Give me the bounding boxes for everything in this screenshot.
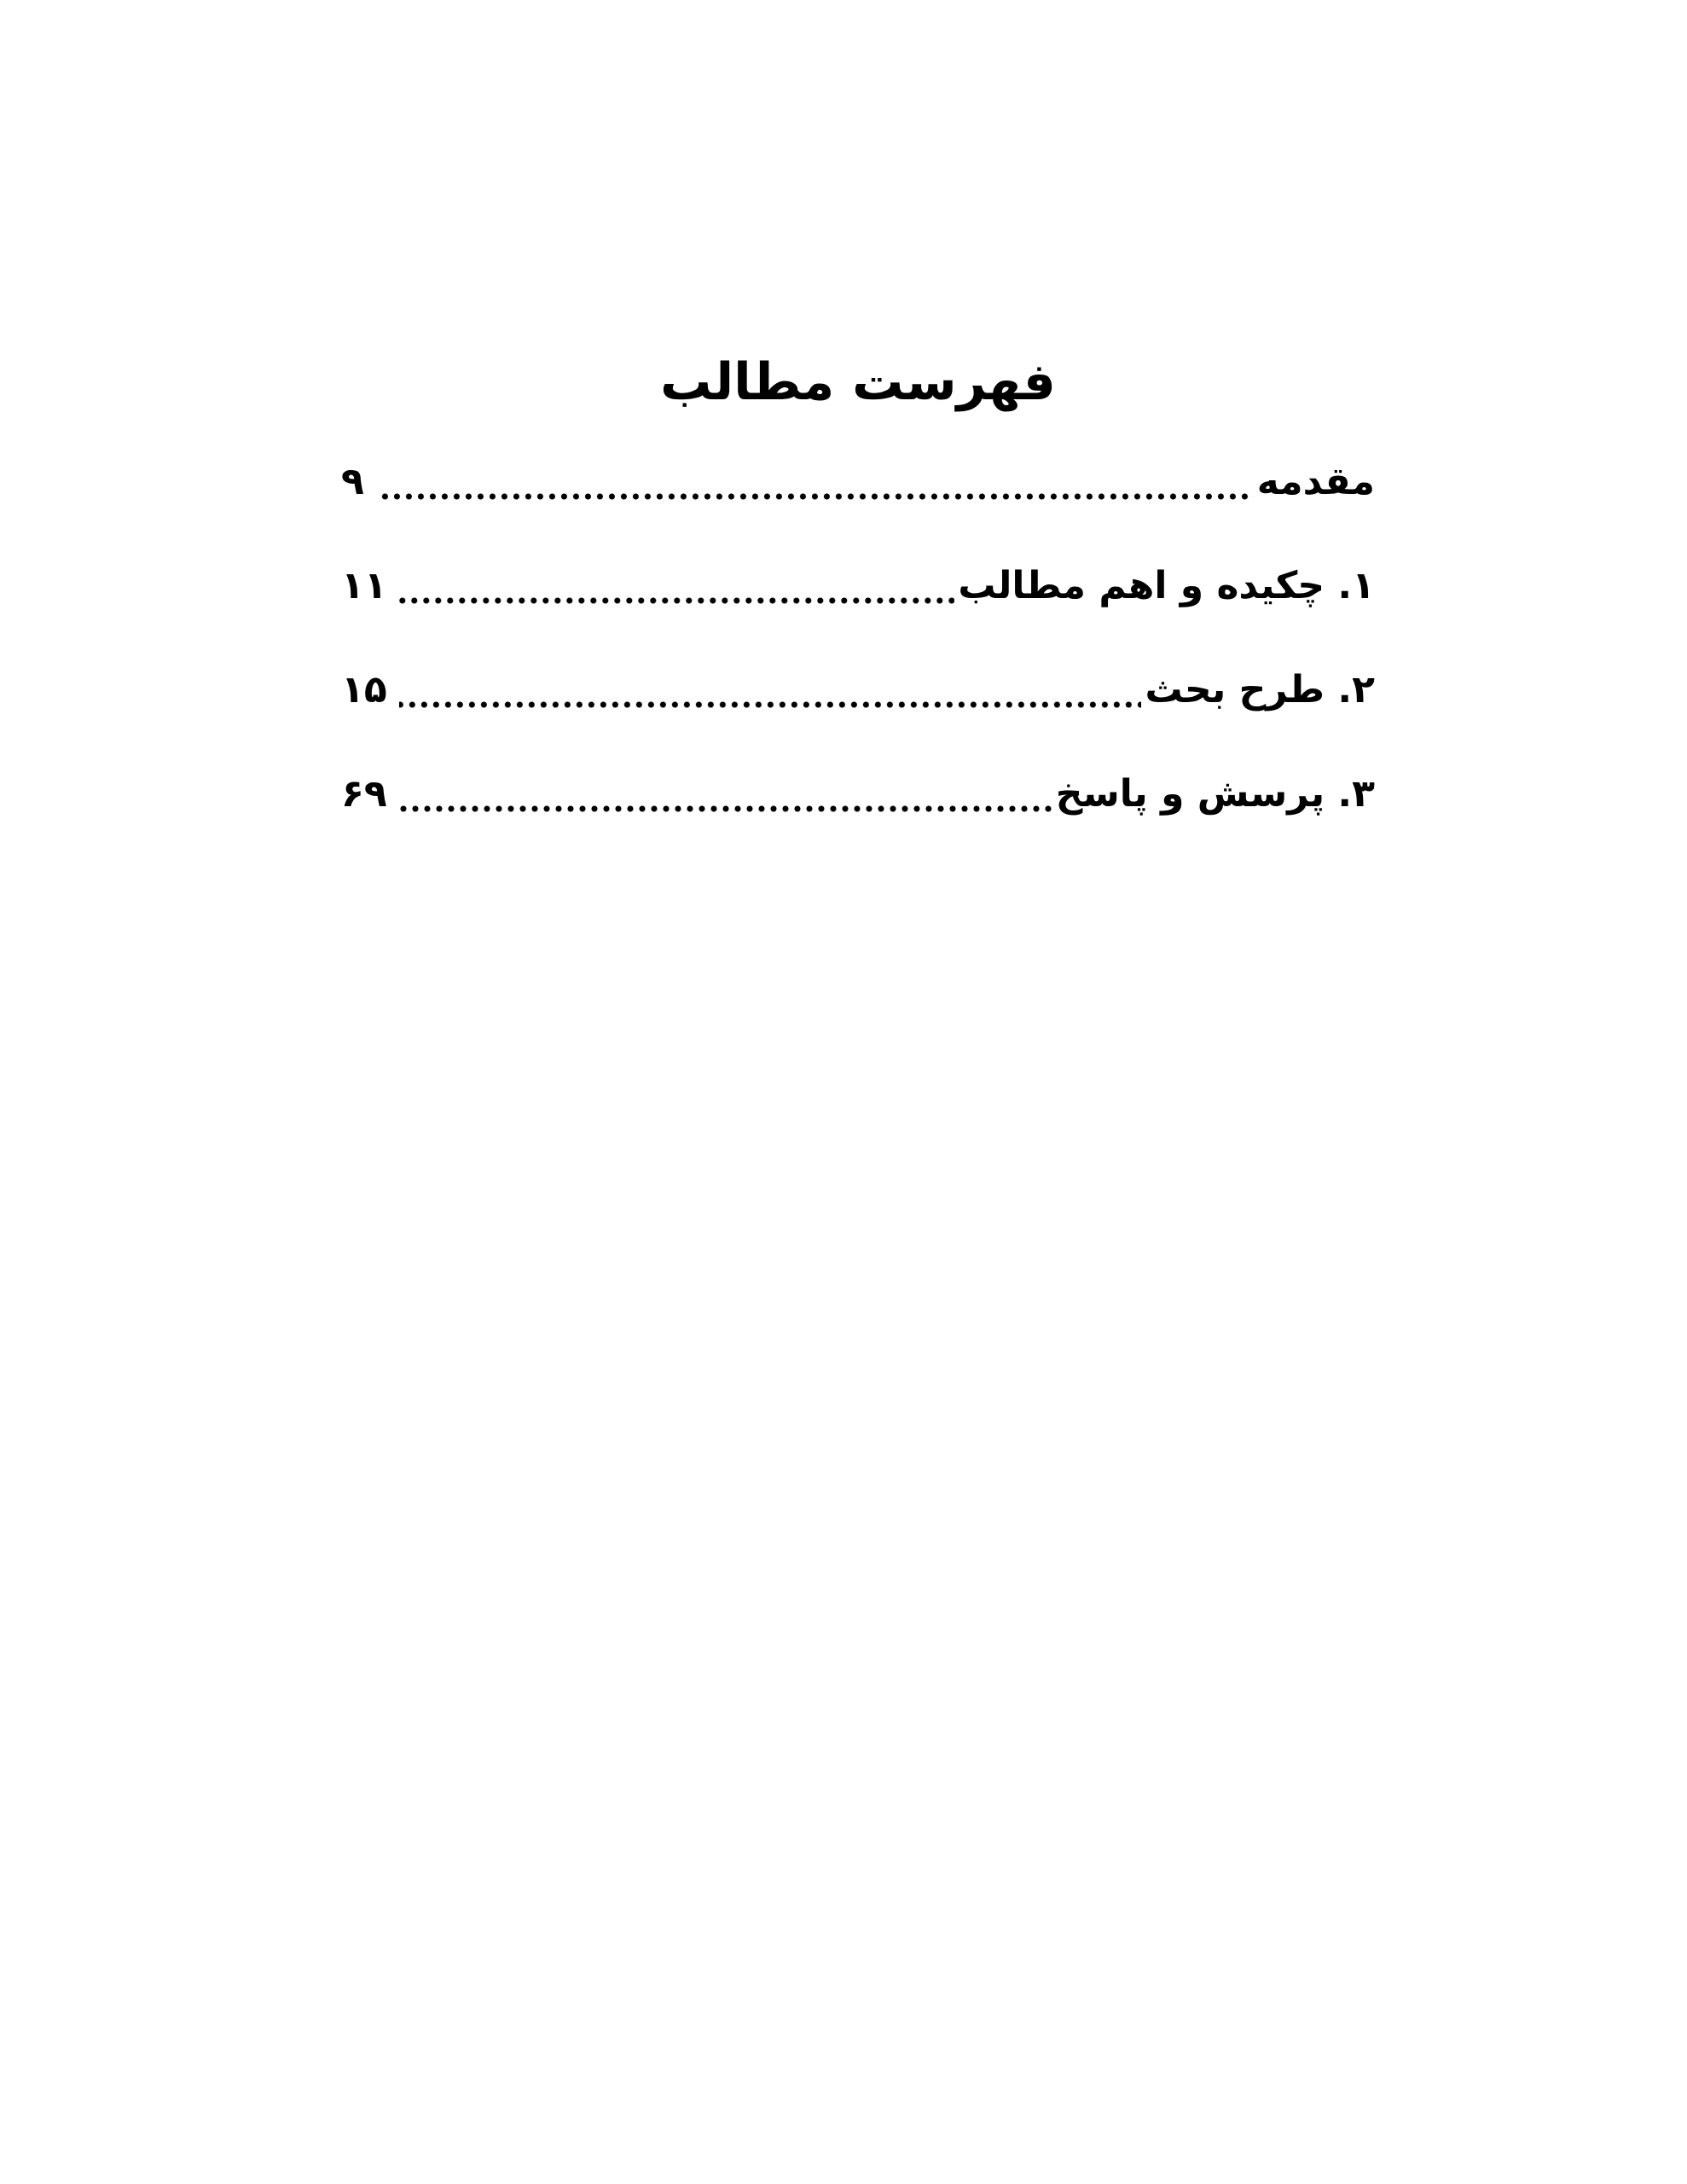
toc-entry-row	[341, 663, 1375, 717]
table-of-contents	[341, 354, 1375, 822]
dot-leader	[399, 804, 1052, 814]
toc-entry-row	[341, 455, 1375, 509]
toc-list	[341, 455, 1375, 822]
toc-entry-label: ۳. پرسش و پاسخ	[1055, 772, 1375, 816]
toc-entry-page: ۶۹	[341, 772, 387, 816]
dot-leader	[376, 491, 1254, 502]
toc-entry-label: ۱. چکیده و اهم مطالب	[958, 564, 1375, 607]
toc-entry-page: ۱۵	[341, 668, 387, 712]
toc-entry-row	[341, 559, 1375, 613]
toc-entry-label: ۲. طرح بحث	[1145, 668, 1375, 712]
dot-leader	[399, 700, 1142, 710]
toc-title: فهرست مطالب	[660, 352, 1056, 412]
toc-entry-row	[341, 767, 1375, 822]
toc-entry-page: ۱۱	[341, 564, 387, 607]
dot-leader	[399, 595, 955, 606]
toc-entry-page: ۹	[341, 460, 364, 503]
toc-entry-label: مقدمه	[1256, 460, 1375, 503]
